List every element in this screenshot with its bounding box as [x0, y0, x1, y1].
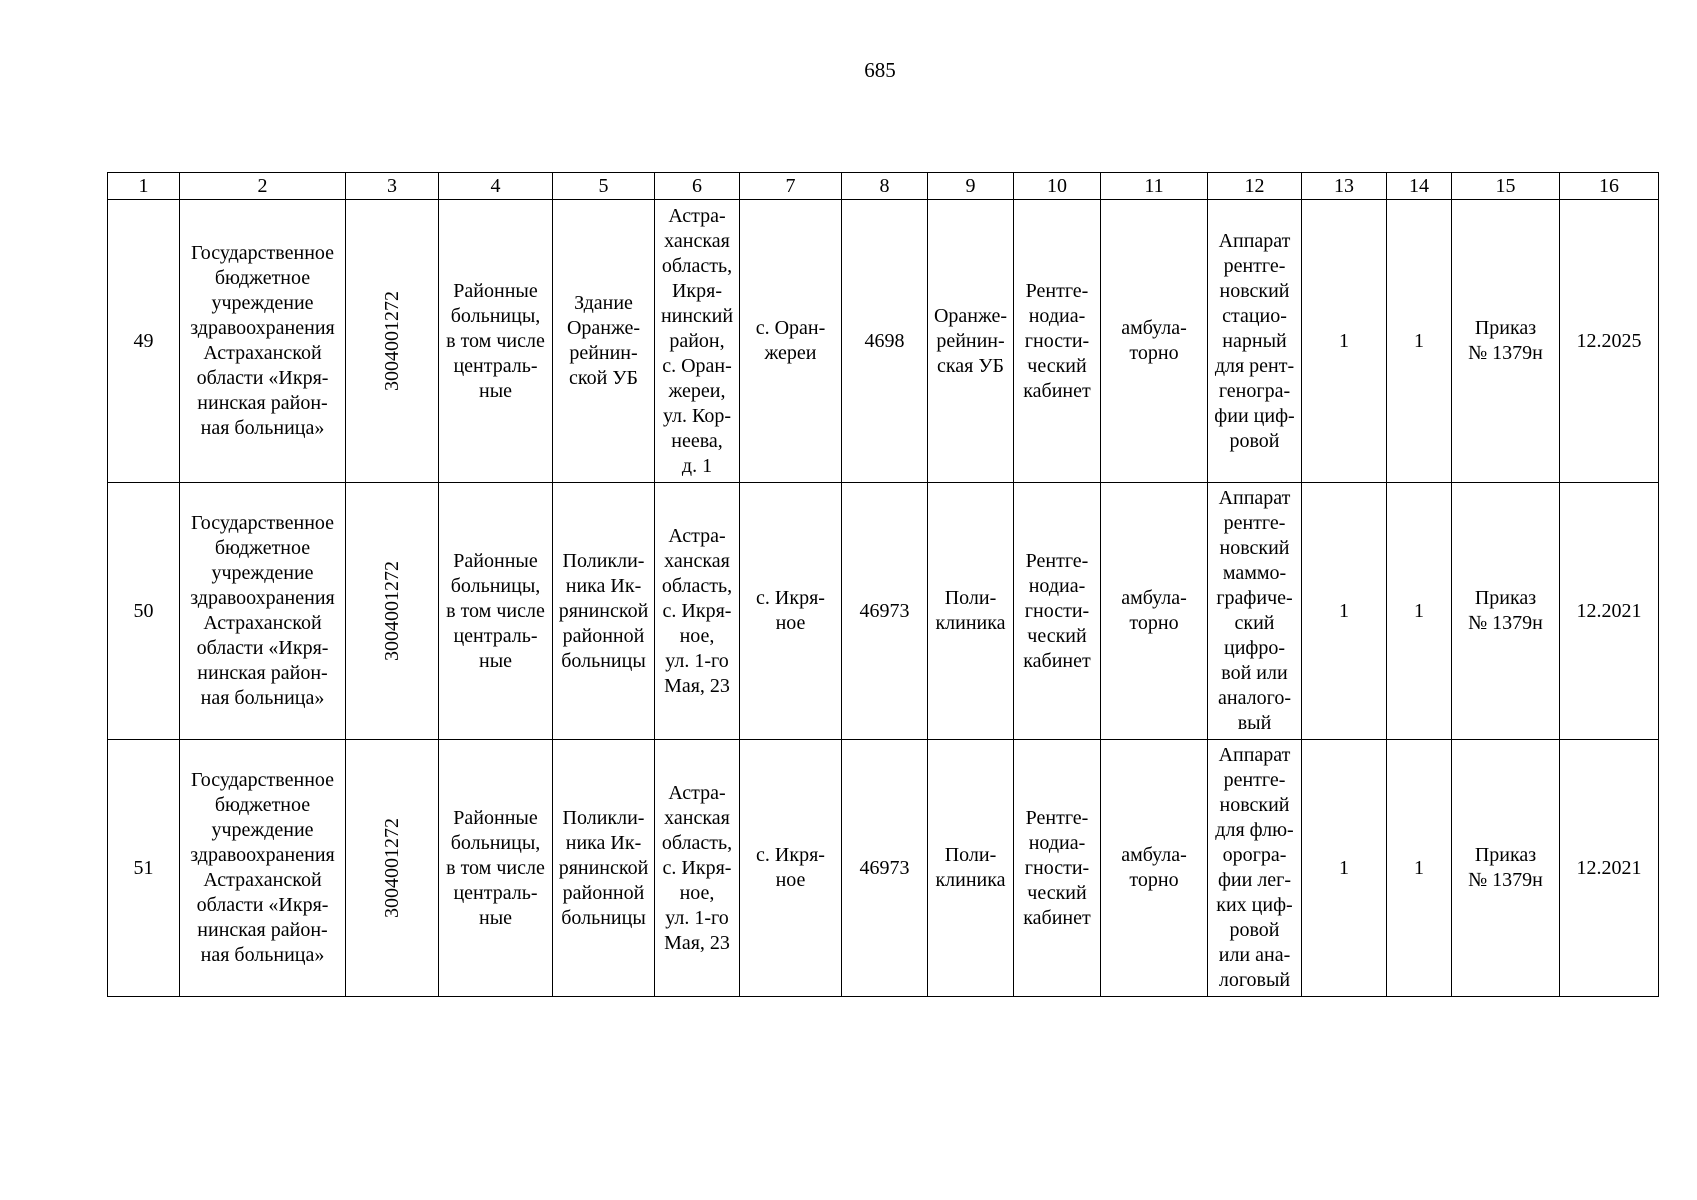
date-cell: 12.2021 [1560, 483, 1659, 740]
date-cell: 12.2025 [1560, 200, 1659, 483]
column-header: 6 [655, 173, 740, 200]
order-cell: Приказ № 1379н [1452, 483, 1560, 740]
quantity-cell: 1 [1302, 740, 1387, 997]
row-number-cell: 51 [108, 740, 180, 997]
equipment-cell: Аппарат рентге- новский для флю- орогра- фии лег- ких циф- ровой или ана- логовый [1208, 740, 1302, 997]
page-number: 685 [864, 58, 896, 82]
equipment-registry-table [107, 172, 1659, 997]
department-cell: Рентге- нодиа- гности- ческий кабинет [1014, 740, 1101, 997]
table-row [108, 740, 1659, 997]
quantity-cell: 1 [1387, 740, 1452, 997]
inn-value: 3004001272 [380, 818, 403, 918]
address-cell: Астра- ханская область, Икря- нинский район, с. Оран- жереи, ул. Кор- неева, д. 1 [655, 200, 740, 483]
column-number-row [108, 173, 1659, 200]
inn-cell [346, 200, 439, 483]
column-header: 4 [439, 173, 553, 200]
inn-value: 3004001272 [380, 561, 403, 661]
department-cell: Рентге- нодиа- гности- ческий кабинет [1014, 483, 1101, 740]
address-cell: Астра- ханская область, с. Икря- ное, ул. 1-го Мая, 23 [655, 483, 740, 740]
facility-type-cell: Районные больницы, в том числе централь- ные [439, 740, 553, 997]
facility-type-cell: Районные больницы, в том числе централь- ные [439, 200, 553, 483]
unit-cell: Поли- клиника [928, 740, 1014, 997]
column-header: 5 [553, 173, 655, 200]
equipment-cell: Аппарат рентге- новский маммо- графиче- ский цифро- вой или аналого- вый [1208, 483, 1302, 740]
column-header: 16 [1560, 173, 1659, 200]
unit-cell: Оранже- рейнин- ская УБ [928, 200, 1014, 483]
quantity-cell: 1 [1302, 200, 1387, 483]
quantity-cell: 1 [1387, 200, 1452, 483]
population-cell: 46973 [842, 483, 928, 740]
facility-type-cell: Районные больницы, в том числе централь- ные [439, 483, 553, 740]
care-mode-cell: амбула- торно [1101, 200, 1208, 483]
inn-cell [346, 483, 439, 740]
column-header: 3 [346, 173, 439, 200]
order-cell: Приказ № 1379н [1452, 200, 1560, 483]
column-header: 14 [1387, 173, 1452, 200]
building-cell: Поликли- ника Ик- рянинской районной больницы [553, 740, 655, 997]
row-number-cell: 50 [108, 483, 180, 740]
column-header: 13 [1302, 173, 1387, 200]
order-cell: Приказ № 1379н [1452, 740, 1560, 997]
column-header: 15 [1452, 173, 1560, 200]
care-mode-cell: амбула- торно [1101, 483, 1208, 740]
column-header: 8 [842, 173, 928, 200]
population-cell: 4698 [842, 200, 928, 483]
date-cell: 12.2021 [1560, 740, 1659, 997]
organization-cell: Государственное бюджетное учреждение здравоохранения Астраханской области «Икря- нинская район- ная больница» [180, 200, 346, 483]
column-header: 11 [1101, 173, 1208, 200]
table-row [108, 483, 1659, 740]
quantity-cell: 1 [1302, 483, 1387, 740]
column-header: 9 [928, 173, 1014, 200]
equipment-cell: Аппарат рентге- новский стацио- нарный для рент- геногра- фии циф- ровой [1208, 200, 1302, 483]
unit-cell: Поли- клиника [928, 483, 1014, 740]
column-header: 1 [108, 173, 180, 200]
quantity-cell: 1 [1387, 483, 1452, 740]
column-header: 7 [740, 173, 842, 200]
address-cell: Астра- ханская область, с. Икря- ное, ул. 1-го Мая, 23 [655, 740, 740, 997]
organization-cell: Государственное бюджетное учреждение здравоохранения Астраханской области «Икря- нинская район- ная больница» [180, 740, 346, 997]
column-header: 10 [1014, 173, 1101, 200]
care-mode-cell: амбула- торно [1101, 740, 1208, 997]
column-header: 2 [180, 173, 346, 200]
building-cell: Поликли- ника Ик- рянинской районной больницы [553, 483, 655, 740]
inn-cell [346, 740, 439, 997]
department-cell: Рентге- нодиа- гности- ческий кабинет [1014, 200, 1101, 483]
settlement-cell: с. Икря- ное [740, 740, 842, 997]
settlement-cell: с. Икря- ное [740, 483, 842, 740]
table-row [108, 200, 1659, 483]
inn-value: 3004001272 [380, 291, 403, 391]
settlement-cell: с. Оран- жереи [740, 200, 842, 483]
column-header: 12 [1208, 173, 1302, 200]
building-cell: Здание Оранже- рейнин- ской УБ [553, 200, 655, 483]
population-cell: 46973 [842, 740, 928, 997]
row-number-cell: 49 [108, 200, 180, 483]
organization-cell: Государственное бюджетное учреждение здравоохранения Астраханской области «Икря- нинская район- ная больница» [180, 483, 346, 740]
